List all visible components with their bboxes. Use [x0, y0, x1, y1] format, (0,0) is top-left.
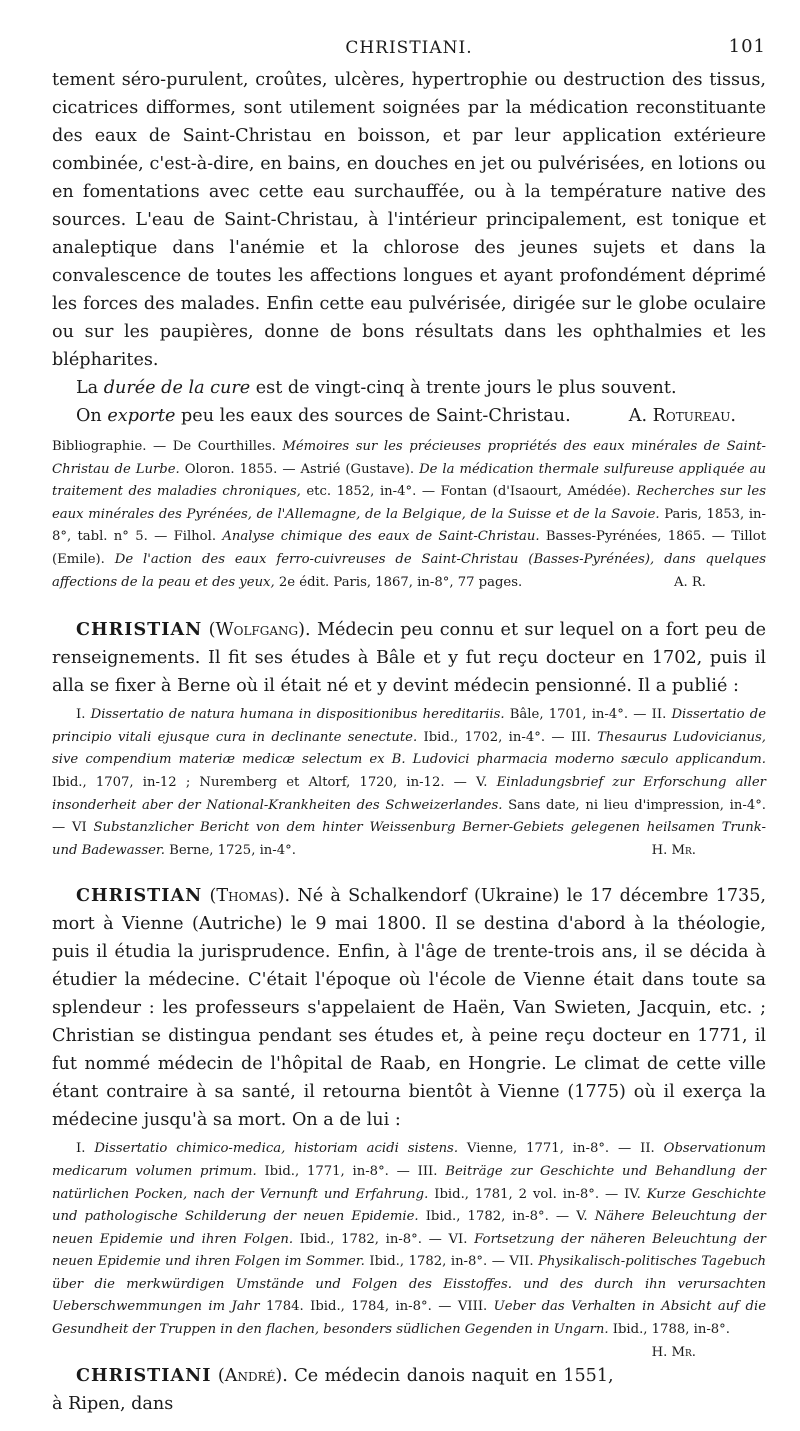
bibliography-saint-christau [52, 436, 766, 594]
title-run: Dissertatio chimico-medica, historiam acidi sistens. [94, 1141, 459, 1157]
entry-christian-wolfgang [52, 616, 766, 862]
bibliography-text [52, 1141, 766, 1337]
paragraph: tement séro-purulent, croûtes, ulcères, hypertrophie ou destruction des tissus, cicatrices difformes, sont utilement soignées par la médication reconstituante des eaux de Saint-Christau en boisson, et par leur application extérieure combinée, c'est-à-dire, en bains, en douches en jet ou pulvérisées, en lotions ou en fomentations avec cette eau surchauffée, ou à la température native des sources. L'eau de Saint-Christau, à l'intérieur principalement, est tonique et analeptique dans l'anémie et la chlorose des jeunes sujets et dans la convalescence de toutes les affections longues et ayant profondément déprimé les forces des malades. Enfin cette eau pulvérisée, dirigée sur le globe oculaire ou sur les paupières, donne de bons résultats dans les ophthalmies et les blépharites. [52, 70, 766, 370]
title-run: Substanzlicher Bericht von dem hinter Weissenburg Berner-Gebiets gelegenen heilsamen Trunk- und Badewasser. [52, 820, 766, 858]
entry-christiani-andre [52, 1362, 766, 1418]
title-run: De l'action des eaux ferro-cuivreuses de Saint-Christau (Basses-Pyrénées), dans quelques affections de la peau et des yeux, [52, 551, 767, 590]
text-run: Ibid., 1782, in-8°. — VI. [293, 1231, 475, 1247]
entry-bibliography [52, 1138, 767, 1360]
title-run: Recherches sur les eaux minérales des Pyrénées, de l'Allemagne, de la Belgique, de la Suisse et de la Savoie. [52, 484, 766, 522]
entry-name: (Thomas). [202, 886, 291, 907]
text-run: Berne, 1725, in-4°. [164, 842, 296, 858]
text-run: I. [76, 1141, 95, 1157]
saint-christau-continuation [52, 66, 766, 430]
text-run: Ibid., 1781, 2 vol. in-8°. — IV. [428, 1186, 647, 1202]
title-run: Dissertatio de natura humana in dispositionibus hereditariis. [90, 707, 505, 723]
title-run: Dissertatio de principio vitali ejusque cura in declinante senectute. [52, 707, 766, 745]
text-run: Oloron. 1855. — Astrié (Gustave). [179, 461, 420, 477]
running-header [52, 26, 766, 66]
entry-name: (Wolfgang). [202, 620, 311, 641]
text-run: etc. 1852, in-4°. — Fontan (d'Isaourt, Amédée). [300, 484, 637, 500]
entry-headword: CHRISTIAN [76, 885, 203, 907]
cure-duration-line: La durée de la cure est de vingt-cinq à trente jours le plus souvent. [76, 378, 677, 398]
text-run: I. [76, 707, 91, 723]
title-run: Observationum medicarum volumen primum. [52, 1141, 767, 1179]
author-signature: H. Mr. [651, 1344, 696, 1360]
title-run: Einladungsbrief zur Erforschung aller insonderheit aber der National-Krankheiten des Schweizerlandes. [52, 774, 766, 813]
entry-headword: CHRISTIAN [76, 619, 203, 641]
text-run: Ibid., 1702, in-4°. — III. [417, 729, 598, 745]
bibliography-signature: A. R. [673, 574, 706, 590]
text-run: Paris, 1853, in-8°, tabl. n° 5. — Filhol. [52, 506, 766, 545]
title-run: Kurze Geschichte und pathologische Schilderung der neuen Epidemie. [52, 1186, 767, 1225]
entry-bibliography [52, 704, 766, 862]
text-run: Ibid., 1788, in-8°. [608, 1322, 730, 1338]
title-run: De la médication thermale sulfureuse appliquée au traitement des maladies chroniques, [52, 461, 766, 500]
text-run: 2e édit. Paris, 1867, in-8°, 77 pages. [274, 574, 523, 590]
title-run: Analyse chimique des eaux de Saint-Christau. [222, 529, 540, 545]
export-line: A. Rotureau. On exporte peu les eaux des sources de Saint-Christau. [52, 402, 766, 430]
entry-name: (André). [211, 1365, 288, 1386]
text-run: Sans date, ni lieu d'impression, in-4°. — VI [52, 797, 766, 836]
title-run: Fortsetzung der näheren Beleuchtung der neuen Epidemie und ihren Folgen im Sommer. [52, 1231, 766, 1270]
page [52, 26, 766, 1418]
text-run: Ibid., 1707, in-12 ; Nuremberg et Altorf, 1720, in-12. — V. [52, 774, 497, 790]
title-run: Ueber das Verhalten in Absicht auf die Gesundheit der Truppen in den flachen, besonders südlichen Gegenden in Ungarn. [52, 1299, 766, 1338]
entry-christian-thomas [52, 882, 767, 1360]
title-run: Nähere Beleuchtung der neuen Epidemie und ihren Folgen. [52, 1209, 766, 1247]
author-signature: A. Rotureau. [628, 406, 736, 426]
bibliography-text [52, 439, 766, 590]
page-number: 101 [728, 36, 766, 57]
text-run: Bibliographie. — De Courthilles. [52, 439, 283, 454]
title-run: Physikalisch-politisches Tagebuch über die merkwürdigen Umstände und Folgen des Eisstoffes. und des durch ihn verursachten Ueberschwemmungen im Jahr [52, 1254, 767, 1315]
bibliography-text [52, 707, 766, 858]
title-run: Beiträge zur Geschichte und Behandlung der natürlichen Pocken, nach der Vernunft und Erfahrung. [52, 1163, 766, 1202]
text-run: Ibid., 1782, in-8°. — V. [418, 1209, 595, 1225]
entry-text: Médecin peu connu et sur lequel on a fort peu de renseignements. Il fit ses études à Bâle et y fut reçu docteur en 1702, puis il alla se fixer à Berne où il était né et y devint médecin pensionné. Il a publié : [52, 620, 767, 697]
text-run: Bâle, 1701, in-4°. — II. [504, 707, 672, 723]
title-run: Mémoires sur les précieuses propriétés des eaux minérales de Saint-Christau de Lurbe. [52, 439, 766, 477]
text-run: Basses-Pyrénées, 1865. — Tillot (Emile). [52, 529, 766, 567]
text-run: Ibid., 1771, in-8°. — III. [256, 1163, 446, 1179]
title-run: Thesaurus Ludovicianus, sive compendium materiæ medicæ selectum ex B. Ludovici pharmacia moderno sæculo applicandum. [52, 729, 767, 768]
entry-text: Ce médecin danois naquit en 1551, à Ripen, dans [52, 1365, 614, 1414]
text-run: 1784. Ibid., 1784, in-8°. — VIII. [259, 1299, 494, 1315]
author-signature: H. Mr. [651, 842, 696, 858]
running-title: CHRISTIANI. [345, 38, 473, 58]
entry-headword: CHRISTIANI [76, 1364, 212, 1386]
entry-text: Né à Schalkendorf (Ukraine) le 17 décembre 1735, mort à Vienne (Autriche) le 9 mai 1800. Il se destina d'abord à la théologie, puis il étudia la jurisprudence. Enfin, à l'âge de trente-trois ans, il se décida à étudier la médecine. C'était l'époque où l'école de Vienne était dans toute sa splendeur : les professeurs s'appelaient de Haën, Van Swieten, Jacquin, etc. ; Christian se distingua pendant ses études et, à peine reçu docteur en 1771, il fut nommé médecin de l'hôpital de Raab, en Hongrie. Le climat de cette ville étant contraire à sa santé, il retourna bientôt à Vienne (1775) où il exerça la médecine jusqu'à sa mort. On a de lui : [52, 886, 767, 1131]
text-run: Ibid., 1782, in-8°. — VII. [364, 1254, 539, 1270]
text-run: Vienne, 1771, in-8°. — II. [458, 1141, 664, 1157]
